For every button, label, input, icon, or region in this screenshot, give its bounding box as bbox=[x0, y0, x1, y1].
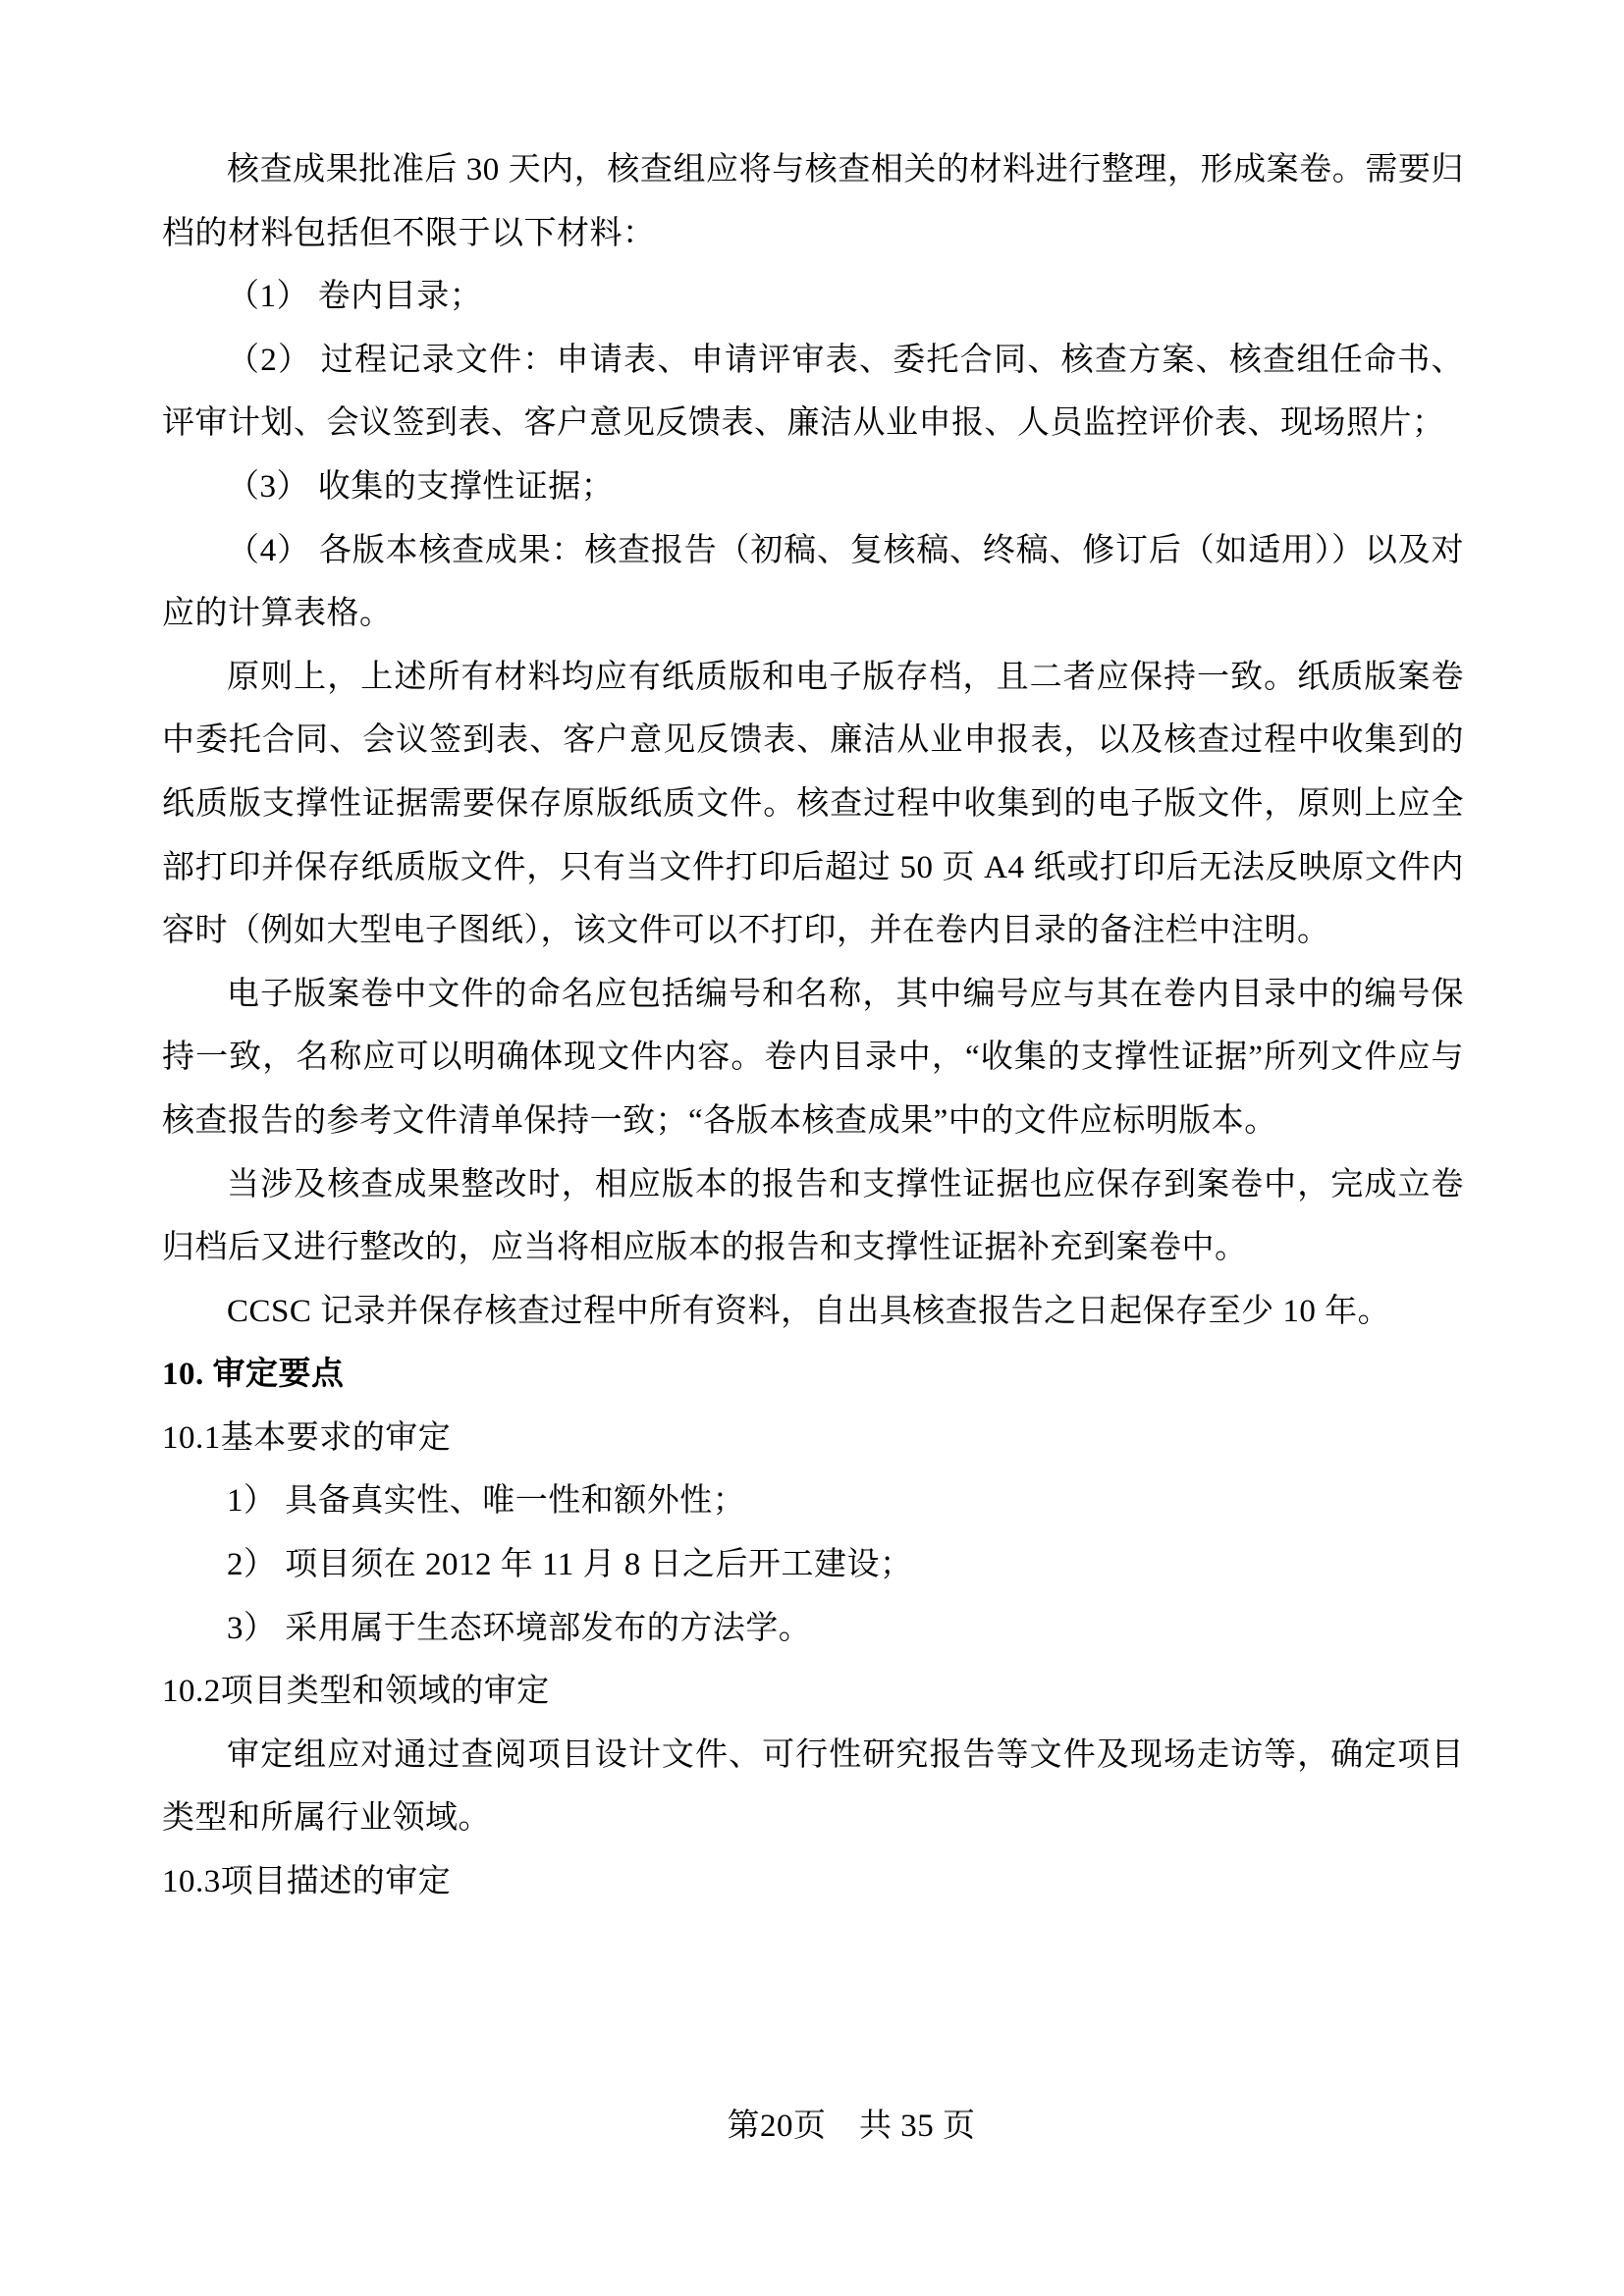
page-number-label: 第20页 共 35 页 bbox=[727, 2109, 976, 2144]
list-item-basic-3: 3） 采用属于生态环境部发布的方法学。 bbox=[227, 1610, 812, 1646]
list-item-4: （4） 各版本核查成果：核查报告（初稿、复核稿、终稿、修订后（如适用））以及对应的计算表格。 bbox=[162, 532, 1464, 632]
list-item-3: （3） 收集的支撑性证据； bbox=[227, 468, 615, 505]
paragraph-archive-intro: 核查成果批准后 30 天内，核查组应将与核查相关的材料进行整理，形成案卷。需要归档的材料包括但不限于以下材料： bbox=[162, 152, 1464, 251]
list-item-1: （1） 卷内目录； bbox=[227, 279, 483, 315]
paragraph-ccsc-retention: CCSC 记录并保存核查过程中所有资料，自出具核查报告之日起保存至少 10 年。 bbox=[227, 1293, 1391, 1329]
paragraph-project-type: 审定组应对通过查阅项目设计文件、可行性研究报告等文件及现场走访等，确定项目类型和所属行业领域。 bbox=[162, 1736, 1464, 1837]
document-body bbox=[162, 138, 1464, 1914]
list-item-basic-2: 2） 项目须在 2012 年 11 月 8 日之后开工建设； bbox=[227, 1547, 913, 1583]
list-item-2: （2） 过程记录文件：申请表、申请评审表、委托合同、核查方案、核查组任命书、评审计划、会议签到表、客户意见反馈表、廉洁从业申报、人员监控评价表、现场照片； bbox=[162, 342, 1464, 442]
paragraph-rectification: 当涉及核查成果整改时，相应版本的报告和支撑性证据也应保存到案卷中，完成立卷归档后又进行整改的，应当将相应版本的报告和支撑性证据补充到案卷中。 bbox=[162, 1166, 1464, 1266]
subsection-heading-10-1: 10.1基本要求的审定 bbox=[162, 1419, 452, 1456]
section-heading-10: 10. 审定要点 bbox=[162, 1357, 345, 1393]
subsection-heading-10-2: 10.2项目类型和领域的审定 bbox=[162, 1674, 550, 1710]
paragraph-paper-electronic: 原则上，上述所有材料均应有纸质版和电子版存档，且二者应保持一致。纸质版案卷中委托合同、会议签到表、客户意见反馈表、廉洁从业申报表，以及核查过程中收集到的纸质版支撑性证据需要保存原版纸质文件。核查过程中收集到的电子版文件，原则上应全部打印并保存纸质版文件，只有当文件打印后超过 50 页 A4 纸或打印后无法反映原文件内容时（例如大型电子图纸），该文件可以不打印，并在卷内目录的备注栏中注明。 bbox=[162, 659, 1464, 949]
subsection-heading-10-3: 10.3项目描述的审定 bbox=[162, 1864, 452, 1900]
paragraph-file-naming: 电子版案卷中文件的命名应包括编号和名称，其中编号应与其在卷内目录中的编号保持一致，名称应可以明确体现文件内容。卷内目录中，“收集的支撑性证据”所列文件应与核查报告的参考文件清单保持一致；“各版本核查成果”中的文件应标明版本。 bbox=[162, 976, 1464, 1139]
page-footer bbox=[79, 2095, 1624, 2159]
list-item-basic-1: 1） 具备真实性、唯一性和额外性； bbox=[227, 1483, 746, 1520]
